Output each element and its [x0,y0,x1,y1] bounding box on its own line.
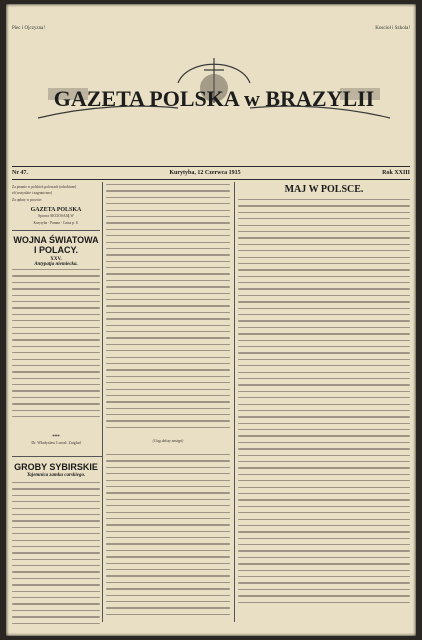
price-line: Za opłaty w poczcie: [12,197,43,202]
paper-city: Kurytyba - Parana - Caixa p. 8. [33,220,79,225]
newspaper-page [6,4,416,636]
masthead [28,48,400,138]
section-sub: XXV. [50,257,62,263]
price-line: Za pisanie w polskich polowach (odrobione) [12,185,77,189]
column-divider [234,182,235,622]
author: Dr. Władysław Lutosł. Zaiglad [31,440,81,446]
motto-right: Kosciol i Szkola! [375,26,410,31]
issue-volume: Rok XXIII [382,170,410,176]
article-title: MAJ W POLSCE. [284,184,364,195]
paper-name: GAZETA POLSKA [30,207,82,214]
left-bottom [12,462,100,632]
continued-note: (Ciąg dalszy nastąpi) [152,439,184,443]
issue-number: Nr 47. [12,170,28,176]
section-note: Antypatja niemiecka. [34,262,78,268]
dots: *** [52,435,60,441]
article-body-lines [106,184,230,438]
article-body-lines [238,199,410,619]
issue-place-date: Kurytyba, 12 Czerwca 1915 [169,170,241,176]
article-body-lines [106,454,230,624]
paper-note: Sprawa AKCIOSAJĄ W [38,214,74,219]
motto-left: Piec i Ojczyzna! [12,26,46,31]
masthead-title: GAZETA POLSKA w BRAZYLII [53,86,375,111]
section-title: WOJNA ŚWIATOWA I POLACY. [13,235,99,256]
bottom-title: GROBY SYBIRSKIE [14,462,98,472]
left-column [12,184,100,446]
column-divider [102,182,103,622]
article-body-lines [12,269,100,429]
right-column [238,184,410,619]
section-divider [12,456,102,457]
middle-column [106,184,230,444]
issue-infobar [12,166,410,180]
price-line: zł (wszystkie i zagraniczne) [12,191,53,196]
bottom-sub: Tajemnica zamku carskiego. [26,473,86,478]
article-body-lines [12,482,100,632]
middle-lower [106,454,230,624]
